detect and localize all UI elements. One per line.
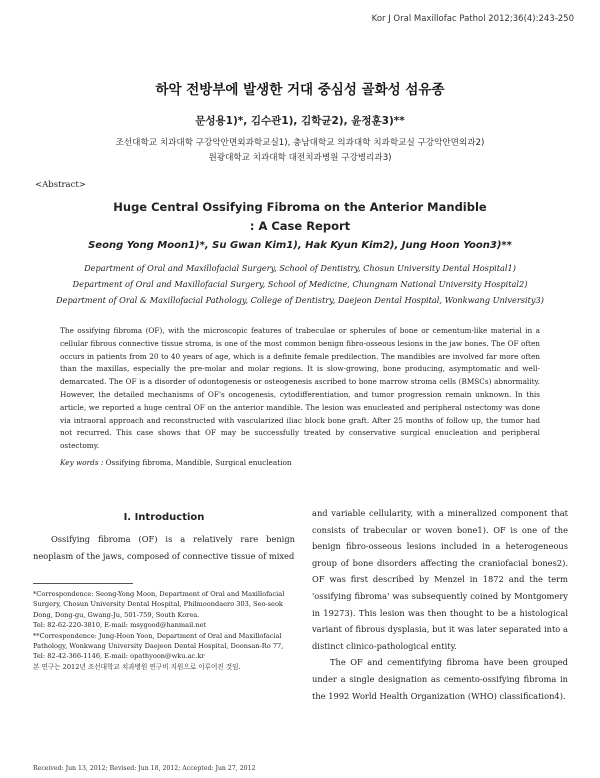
english-affiliation-3: Department of Oral & Maxillofacial Pathology, College of Dentistry, Daejeon Dental Hospital, Wonkwang University3) (56, 295, 544, 305)
korean-affiliation-1: 조선대학교 치과대학 구강악안면외과학교실1), 충남대학교 의과대학 치과학교실 구강악안면외과2) (115, 138, 485, 148)
intro-paragraph-right-1: and variable cellularity, with a mineralized component that consists of trabecular or woven bone1). OF is one of the benign fibro-osseous lesions included in a heterogeneous group of bone disorders affecting the craniofacial bones2). OF was first described by Menzel in 1872 and the term 'ossifying fibroma' was subsequently coined by Montgomery in 19273). This lesion was then thought to be a histological variant of fibrous dysplasia, but it was later separated into a distinct clinico-pathological entity. (312, 508, 568, 651)
correspondence-2: **Correspondence: Jung-Hoon Yoon, Department of Oral and Maxillofacial Pathology, Wonkwang University Daejeon Dental Hospital, Doonsan-Ro 77, (33, 631, 284, 651)
keywords (60, 458, 540, 467)
correspondence-block (33, 589, 295, 672)
abstract-body: The ossifying fibroma (OF), with the microscopic features of trabeculae or spherules of bone or cementum-like material in a cellular fibrous connective tissue stroma, is one of the most common benign fibro-osseous lesions in the jaw bones. The OF often occurs in patients from 20 to 40 years of age, which is a definite female predilection. The mandibles are involved far more often than the maxillas, especially the pre-molar and molar regions. It is slow-growing, bone producing, asymptomatic and well-demarcated. The OF is a disorder of odontogenesis or osteogenesis ascribed to bone marrow stroma cells (BMSCs) abnormality. However, the detailed mechanisms of OF's oncogenesis, cytodifferentiation, and tumor progression remain unknown. In this article, we reported a huge central OF on the anterior mandible. The lesion was enucleated and peripheral ostectomy was done via intraoral approach and reconstructed with vascularized iliac block bone graft. After 25 months of follow up, the tumor had not recurred. This case shows that OF may be successfully treated by conservative surgical enucleation and peripheral ostectomy. (60, 326, 540, 451)
english-affiliation-2: Department of Oral and Maxillofacial Surgery, School of Medicine, Chungnam National University Hospital2) (72, 279, 528, 289)
korean-affiliation-2: 원광대학교 치과대학 대전치과병원 구강병리과3) (208, 153, 392, 163)
intro-paragraph-left: Ossifying fibroma (OF) is a relatively rare benign neoplasm of the jaws, composed of connective tissue of mixed (33, 534, 295, 561)
english-title (0, 198, 600, 236)
keywords-list: Ossifying fibroma, Mandible, Surgical enucleation (105, 458, 292, 467)
english-affiliation-1: Department of Oral and Maxillofacial Surgery, School of Dentistry, Chosun University Dental Hospital1) (84, 263, 516, 273)
section-heading: Ⅰ. Introduction (123, 512, 205, 523)
abstract-label: <Abstract> (35, 180, 86, 190)
intro-paragraph-right-2: The OF and cementifying fibroma have been grouped under a single designation as cemento-ossifying fibroma in the 1992 World Health Organization (WHO) classification4). (312, 657, 568, 701)
korean-authors: 문성용1)*, 김수관1), 김학균2), 윤정훈3)** (195, 115, 405, 127)
right-column (312, 505, 568, 704)
korean-title: 하악 전방부에 발생한 거대 중심성 골화성 섬유종 (155, 82, 445, 98)
received-dates: Received: Jun 13, 2012; Revised: Jun 18, 2012; Accepted: Jun 27, 2012 (33, 765, 256, 772)
funding-note: 본 연구는 2012년 조선대학교 치과병원 연구비 지원으로 이루어진 것임. (33, 662, 241, 671)
correspondence-2-contact: Tel: 82-42-366-1146, E-mail: opathyoon@wku.ac.kr (33, 652, 205, 661)
journal-citation: Kor J Oral Maxillofac Pathol 2012;36(4):243-250 (371, 14, 574, 24)
correspondence-1-contact: Tel: 82-62-220-3810, E-mail: msygood@hanmail.net (33, 621, 207, 630)
english-title-line-1: Huge Central Ossifying Fibroma on the Anterior Mandible (113, 200, 487, 214)
correspondence-1: *Correspondence: Seong-Yong Moon, Department of Oral and Maxillofacial Surgery, Chosun University Dental Hospital, Philmoondaero 303, Seo-seok Dong, Dong-gu, Gwang-Ju, 501-759, South Korea. (33, 590, 285, 619)
left-column (33, 505, 295, 564)
english-title-line-2: : A Case Report (249, 219, 351, 233)
footnote-divider (33, 583, 133, 584)
keywords-label: Key words : (60, 458, 104, 467)
english-authors: Seong Yong Moon1)*, Su Gwan Kim1), Hak Kyun Kim2), Jung Hoon Yoon3)** (88, 240, 512, 251)
